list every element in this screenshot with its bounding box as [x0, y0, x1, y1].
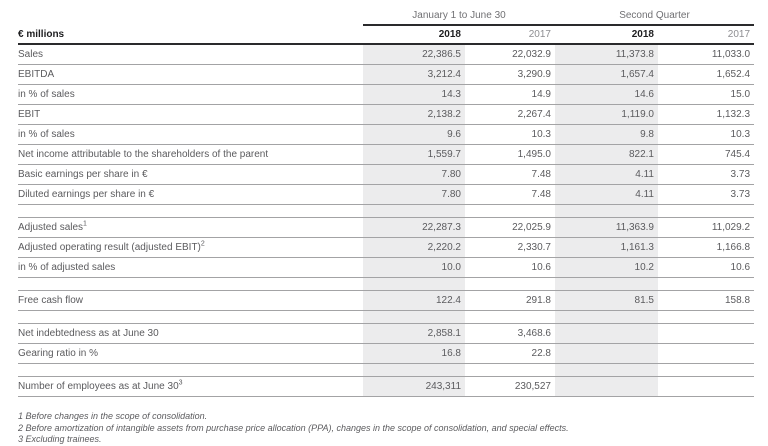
spacer-row — [18, 364, 754, 377]
row-label: Sales — [18, 44, 363, 65]
value-cell: 1,495.0 — [465, 145, 555, 165]
value-cell: 11,029.2 — [658, 218, 754, 238]
footnote: 2 Before amortization of intangible assets from purchase price allocation (PPA), changes in the scope of consolidation, and special effects. — [18, 422, 569, 433]
spacer-row — [18, 205, 754, 218]
spacer-row — [18, 278, 754, 291]
table-body — [18, 44, 754, 397]
table-row — [18, 44, 754, 65]
footnote: 1 Before changes in the scope of consolidation. — [18, 411, 208, 421]
column-group-january-to-june: January 1 to June 30 — [363, 5, 555, 25]
value-cell: 16.8 — [363, 344, 465, 364]
spacer-cell — [555, 364, 658, 377]
value-cell: 22,386.5 — [363, 44, 465, 65]
table-row — [18, 218, 754, 238]
value-cell: 158.8 — [658, 291, 754, 311]
spacer-cell — [465, 364, 555, 377]
table-row — [18, 185, 754, 205]
footnote-marker: 1 — [83, 220, 87, 228]
value-cell: 3,290.9 — [465, 65, 555, 85]
table-row — [18, 165, 754, 185]
value-cell: 2,138.2 — [363, 105, 465, 125]
value-cell: 15.0 — [658, 85, 754, 105]
value-cell: 9.6 — [363, 125, 465, 145]
value-cell: 11,363.9 — [555, 218, 658, 238]
value-cell: 10.6 — [465, 258, 555, 278]
table-row — [18, 125, 754, 145]
value-cell: 1,161.3 — [555, 238, 658, 258]
value-cell: 4.11 — [555, 165, 658, 185]
row-label: Adjusted operating result (adjusted EBIT)$^2$ — [18, 238, 363, 258]
value-cell: 1,119.0 — [555, 105, 658, 125]
spacer-cell — [363, 311, 465, 324]
value-cell: 10.0 — [363, 258, 465, 278]
row-label: Adjusted sales$^1$ — [18, 218, 363, 238]
table-row — [18, 258, 754, 278]
row-label: EBITDA — [18, 65, 363, 85]
value-cell: 14.3 — [363, 85, 465, 105]
value-cell: 1,652.4 — [658, 65, 754, 85]
footnotes — [18, 411, 754, 446]
value-cell: 2,330.7 — [465, 238, 555, 258]
value-cell: 7.48 — [465, 185, 555, 205]
value-cell: 2,220.2 — [363, 238, 465, 258]
value-cell — [658, 377, 754, 397]
value-cell: 122.4 — [363, 291, 465, 311]
value-cell: 2,858.1 — [363, 324, 465, 344]
value-cell: 1,657.4 — [555, 65, 658, 85]
value-cell: 2,267.4 — [465, 105, 555, 125]
value-cell: 1,559.7 — [363, 145, 465, 165]
table-row — [18, 105, 754, 125]
row-label: Diluted earnings per share in € — [18, 185, 363, 205]
table-row — [18, 65, 754, 85]
value-cell: 822.1 — [555, 145, 658, 165]
spacer-cell — [555, 311, 658, 324]
table-row — [18, 377, 754, 397]
value-cell: 7.48 — [465, 165, 555, 185]
spacer-cell — [555, 278, 658, 291]
footnote: 3 Excluding trainees. — [18, 434, 102, 444]
column-group-header-row — [18, 5, 754, 25]
group-header-empty-cell — [18, 5, 363, 25]
row-label: Free cash flow — [18, 291, 363, 311]
spacer-row — [18, 311, 754, 324]
value-cell: 291.8 — [465, 291, 555, 311]
value-cell: 22,287.3 — [363, 218, 465, 238]
row-label: Number of employees as at June $30^3$ — [18, 377, 363, 397]
col-header-2018-q2: 2018 — [555, 25, 658, 44]
year-header-row — [18, 25, 754, 44]
value-cell: 3,212.4 — [363, 65, 465, 85]
value-cell: 1,166.8 — [658, 238, 754, 258]
spacer-cell — [658, 364, 754, 377]
spacer-cell — [18, 205, 363, 218]
row-label: Gearing ratio in % — [18, 344, 363, 364]
value-cell: 7.80 — [363, 185, 465, 205]
value-cell: 7.80 — [363, 165, 465, 185]
spacer-cell — [363, 278, 465, 291]
unit-label: € millions — [18, 25, 363, 44]
value-cell: 3.73 — [658, 185, 754, 205]
value-cell: 3,468.6 — [465, 324, 555, 344]
value-cell: 22,032.9 — [465, 44, 555, 65]
value-cell — [555, 324, 658, 344]
value-cell: 10.3 — [658, 125, 754, 145]
row-label: Net indebtedness as at June 30 — [18, 324, 363, 344]
table-row — [18, 291, 754, 311]
table-row — [18, 324, 754, 344]
row-label: in % of adjusted sales — [18, 258, 363, 278]
value-cell: 10.3 — [465, 125, 555, 145]
value-cell: 1,132.3 — [658, 105, 754, 125]
spacer-cell — [658, 311, 754, 324]
value-cell: 4.11 — [555, 185, 658, 205]
spacer-cell — [465, 205, 555, 218]
column-group-second-quarter: Second Quarter — [555, 5, 754, 25]
value-cell: 243,311 — [363, 377, 465, 397]
value-cell: 22.8 — [465, 344, 555, 364]
value-cell: 9.8 — [555, 125, 658, 145]
row-label: in % of sales — [18, 125, 363, 145]
footnote-marker: 2 — [200, 240, 205, 248]
spacer-cell — [465, 278, 555, 291]
row-label: Net income attributable to the shareholders of the parent — [18, 145, 363, 165]
spacer-cell — [465, 311, 555, 324]
value-cell: 22,025.9 — [465, 218, 555, 238]
col-header-2017-h1: 2017 — [465, 25, 555, 44]
table-row — [18, 145, 754, 165]
col-header-2018-h1: 2018 — [363, 25, 465, 44]
table-row — [18, 344, 754, 364]
row-label: Basic earnings per share in € — [18, 165, 363, 185]
value-cell: 3.73 — [658, 165, 754, 185]
value-cell: 14.9 — [465, 85, 555, 105]
spacer-cell — [658, 205, 754, 218]
spacer-cell — [18, 278, 363, 291]
spacer-cell — [363, 205, 465, 218]
key-figures-table — [18, 5, 754, 397]
table-row — [18, 238, 754, 258]
value-cell: 11,373.8 — [555, 44, 658, 65]
spacer-cell — [658, 278, 754, 291]
value-cell: 14.6 — [555, 85, 658, 105]
footnote-marker: 3 — [178, 379, 183, 387]
row-label: EBIT — [18, 105, 363, 125]
value-cell — [555, 344, 658, 364]
row-label: in % of sales — [18, 85, 363, 105]
table-row — [18, 85, 754, 105]
value-cell: 10.6 — [658, 258, 754, 278]
value-cell: 10.2 — [555, 258, 658, 278]
value-cell: 81.5 — [555, 291, 658, 311]
value-cell: 745.4 — [658, 145, 754, 165]
value-cell — [658, 324, 754, 344]
spacer-cell — [18, 364, 363, 377]
spacer-cell — [555, 205, 658, 218]
value-cell: 11,033.0 — [658, 44, 754, 65]
value-cell — [555, 377, 658, 397]
value-cell: 230,527 — [465, 377, 555, 397]
value-cell — [658, 344, 754, 364]
spacer-cell — [18, 311, 363, 324]
spacer-cell — [363, 364, 465, 377]
col-header-2017-q2: 2017 — [658, 25, 754, 44]
